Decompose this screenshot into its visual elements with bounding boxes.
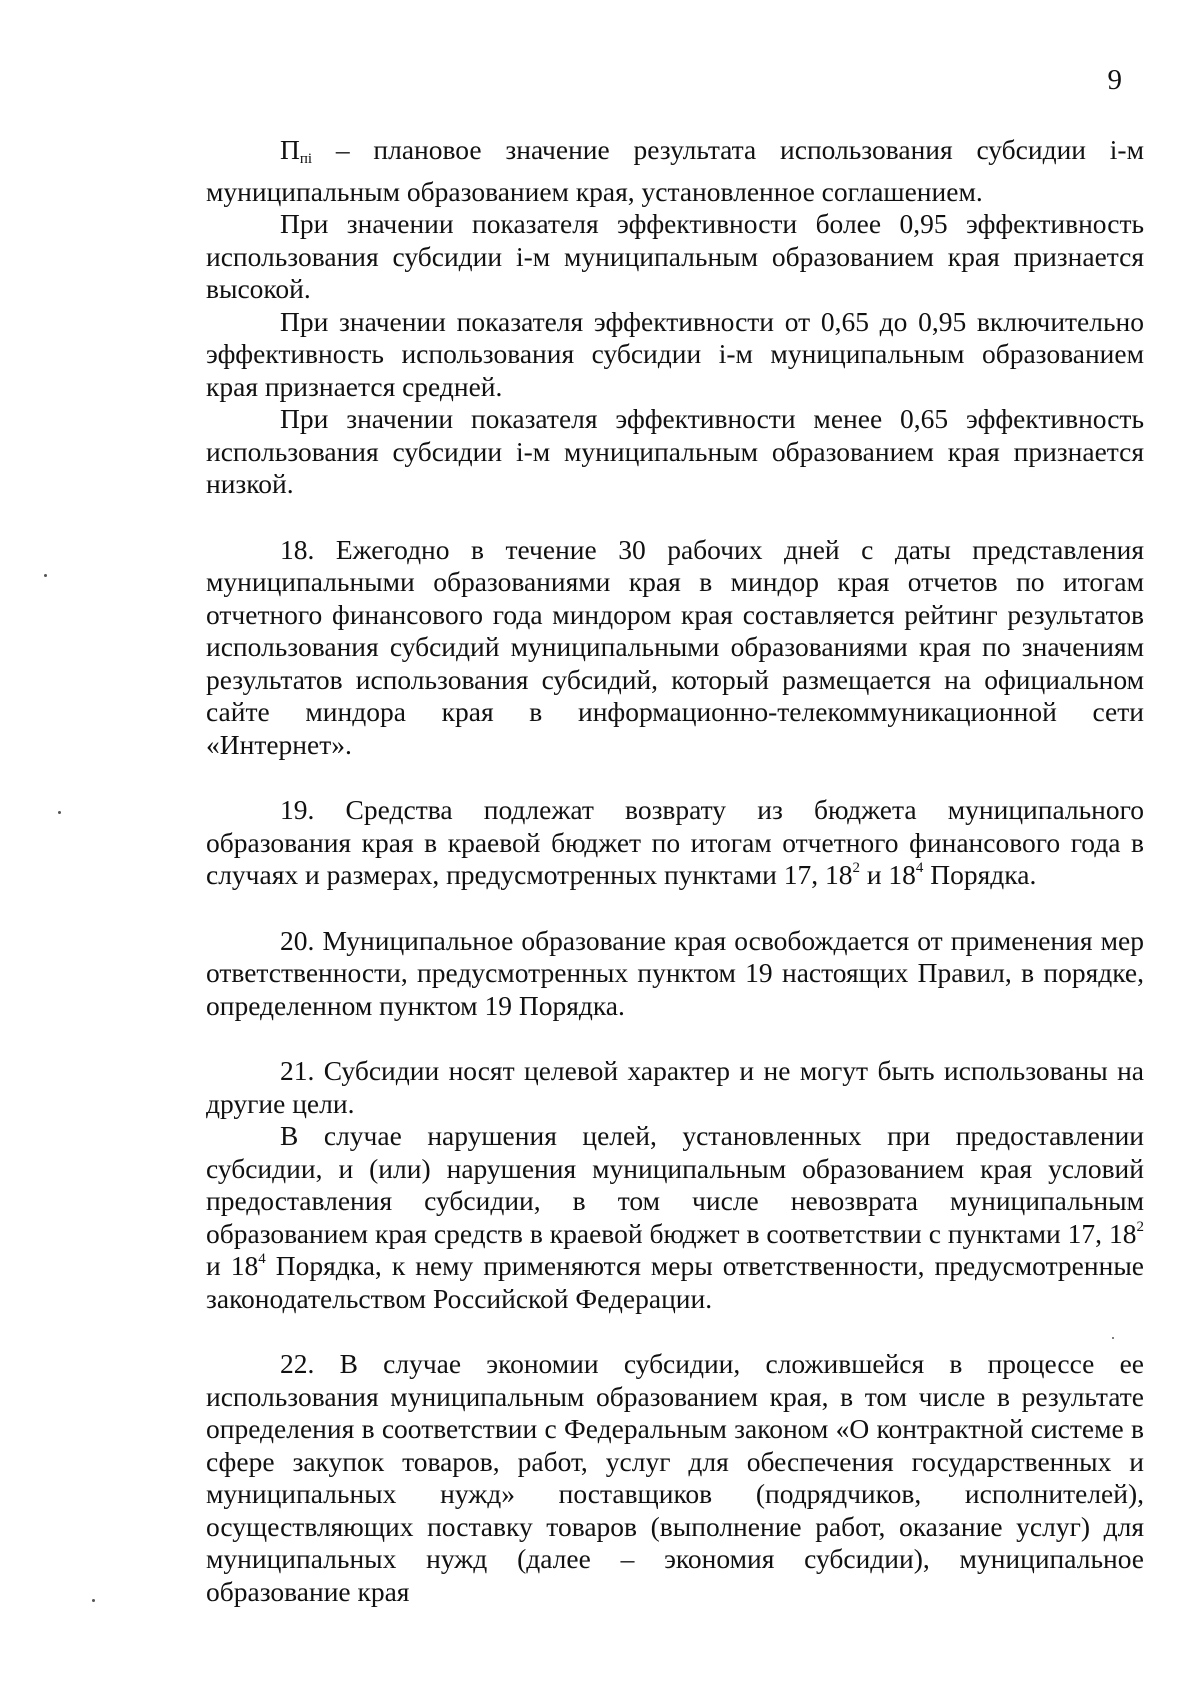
paragraph-efficiency-medium: При значении показателя эффективности от 0,65 до 0,95 включительно эффективность использования субсидии i-м муниципальным образованием края признается средней. xyxy=(206,305,1144,402)
item-21b-text-a: В случае нарушения целей, установленных при предоставлении субсидии, и (или) нарушения муниципальным образованием края условий предоставления субсидии, в том числе невозврата муниципальным образованием края средств в краевой бюджет в соответствии с пунктами 17, 18 xyxy=(206,1120,1144,1249)
item-19-text-b: и 18 xyxy=(859,859,916,890)
paragraph-item-21: 21. Субсидии носят целевой характер и не могут быть использованы на другие цели. xyxy=(206,1055,1144,1119)
item-21b-text-c: Порядка, к нему применяются меры ответственности, предусмотренные законодательством Российской Федерации. xyxy=(206,1250,1144,1314)
paragraph-efficiency-low: При значении показателя эффективности менее 0,65 эффективность использования субсидии i-м муниципальным образованием края признается низкой. xyxy=(206,403,1144,499)
page-number: 9 xyxy=(1107,64,1122,96)
paragraph-item-18: 18. Ежегодно в течение 30 рабочих дней с даты представления муниципальными образованиями края в миндор края отчетов по итогам отчетного финансового года миндором края составляется рейтинг результатов использования субсидий муниципальными образованиями края по значениям результатов использования субсидий, который размещается на официальном сайте миндора края в информационно-телекоммуникационной сети «Интернет». xyxy=(206,533,1144,760)
scan-speck xyxy=(58,811,61,814)
paragraph-item-19 xyxy=(206,794,1144,892)
paragraph-item-21-violation xyxy=(206,1120,1144,1315)
item-21b-text-b: и 18 xyxy=(206,1250,259,1281)
superscript: 4 xyxy=(258,1251,266,1267)
item-19-text-c: Порядка. xyxy=(923,859,1037,890)
paragraph-plan-value-definition xyxy=(206,134,1144,208)
superscript: 4 xyxy=(915,860,924,876)
plan-value-symbol: П xyxy=(280,134,300,165)
superscript: 2 xyxy=(1136,1218,1144,1235)
scan-speck xyxy=(92,1599,95,1602)
document-body xyxy=(206,134,1144,1608)
paragraph-efficiency-high: При значении показателя эффективности более 0,95 эффективность использования субсидии i-м муниципальным образованием края признается высокой. xyxy=(206,208,1144,304)
plan-value-subscript: пi xyxy=(299,151,313,167)
scan-speck xyxy=(1112,1337,1114,1339)
paragraph-item-20: 20. Муниципальное образование края освобождается от применения мер ответственности, предусмотренных пунктом 19 настоящих Правил, в порядке, определенном пунктом 19 Порядка. xyxy=(206,924,1144,1021)
superscript: 2 xyxy=(852,860,860,876)
plan-value-text: – плановое значение результата использования субсидии i-м муниципальным образованием края, установленное соглашением. xyxy=(206,134,1144,207)
item-19-text-a: 19. Средства подлежат возврату из бюджета муниципального образования края в краевой бюджет по итогам отчетного финансового года в случаях и размерах, предусмотренных пунктами 17, 18 xyxy=(206,794,1144,890)
paragraph-item-22: 22. В случае экономии субсидии, сложившейся в процессе ее использования муниципальным образованием края, в том числе в результате определения в соответствии с Федеральным законом «О контрактной системе в сфере закупок товаров, работ, услуг для обеспечения государственных и муниципальных нужд» поставщиков (подрядчиков, исполнителей), осуществляющих поставку товаров (выполнение работ, оказание услуг) для муниципальных нужд (далее – экономия субсидии), муниципальное образование края xyxy=(206,1348,1144,1607)
scan-speck xyxy=(44,574,47,577)
